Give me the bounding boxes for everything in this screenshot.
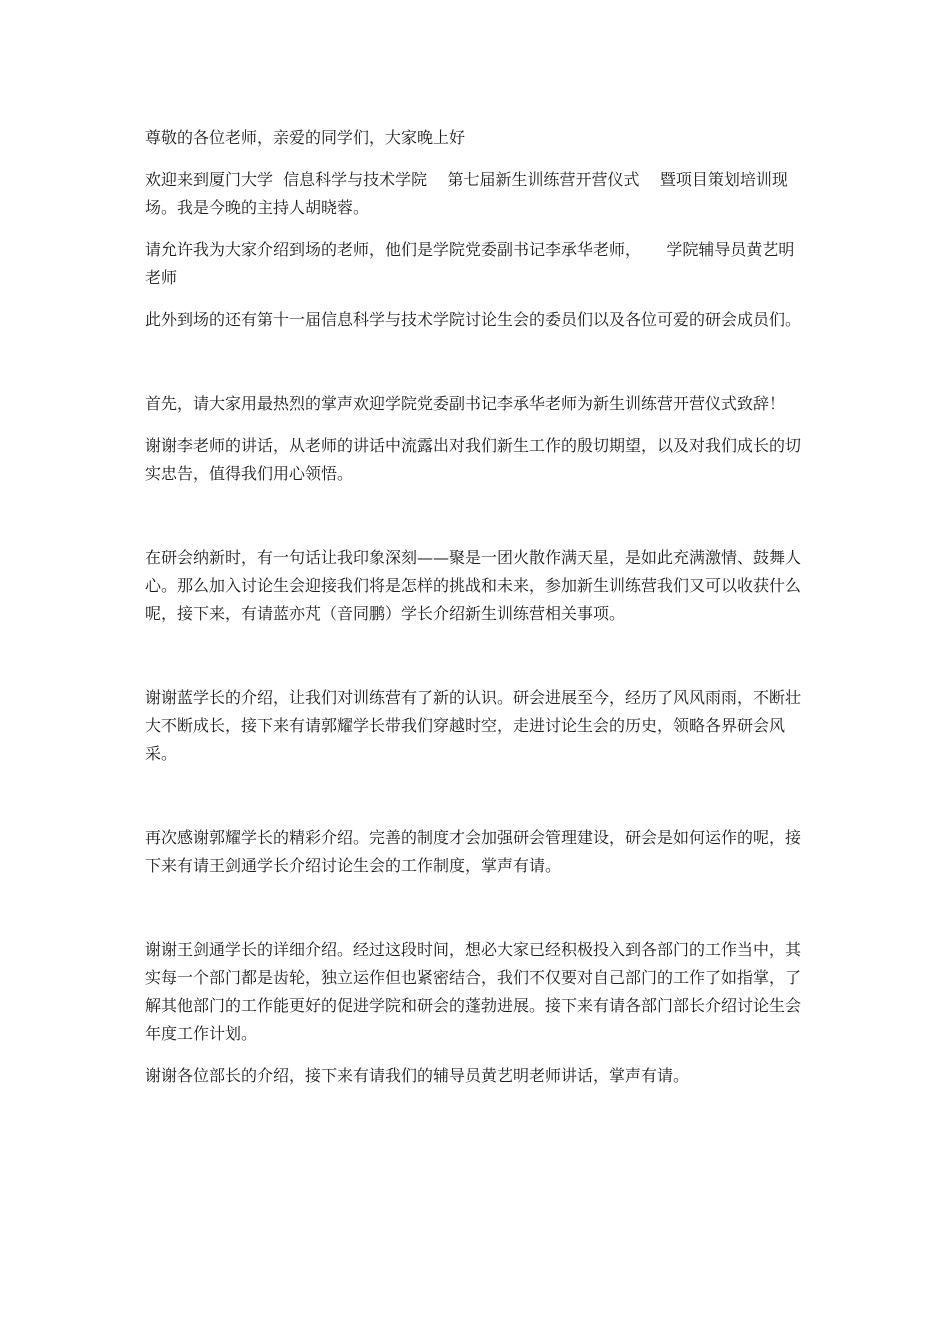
teacher-intro-paragraph: 请允许我为大家介绍到场的老师，他们是学院党委副书记李承华老师， 学院辅导员黄艺明老师 [145, 240, 795, 287]
thanks-li-paragraph: 谢谢李老师的讲话，从老师的讲话中流露出对我们新生工作的殷切期望，以及对我们成长的切实忠告，值得我们用心领悟。 [145, 436, 802, 483]
thanks-wang-paragraph: 谢谢王剑通学长的详细介绍。经过这段时间，想必大家已经积极投入到各部门的工作当中，其实每一个部门都是齿轮，独立运作但也紧密结合，我们不仅要对自己部门的工作了如指掌，了解其他部门的工作能更好的促进学院和研会的蓬勃进展。接下来有请各部门部长介绍讨论生会年度工作计划。 [145, 940, 802, 1043]
thanks-lan-paragraph: 谢谢蓝学长的介绍，让我们对训练营有了新的认识。研会进展至今，经历了风风雨雨，不断壮大不断成长，接下来有请郭耀学长带我们穿越时空，走进讨论生会的历史，领略各界研会风采。 [145, 688, 802, 763]
attendees-paragraph: 此外到场的还有第十一届信息科学与技术学院讨论生会的委员们以及各位可爱的研会成员们。 [145, 310, 802, 329]
welcome-paragraph: 欢迎来到厦门大学 信息科学与技术学院 第七届新生训练营开营仪式 暨项目策划培训现场。我是今晚的主持人胡晓蓉。 [145, 170, 788, 217]
greeting-paragraph: 尊敬的各位老师，亲爱的同学们，大家晚上好 [145, 128, 466, 147]
recruitment-paragraph: 在研会纳新时，有一句话让我印象深刻——聚是一团火散作满天星，是如此充满激情、鼓舞人心。那么加入讨论生会迎接我们将是怎样的挑战和未来，参加新生训练营我们又可以收获什么呢，接下来，有请蓝亦芃（音同鹏）学长介绍新生训练营相关事项。 [145, 548, 802, 623]
thanks-ministers-paragraph: 谢谢各位部长的介绍，接下来有请我们的辅导员黄艺明老师讲话，掌声有请。 [145, 1066, 690, 1085]
opening-speech-paragraph: 首先，请大家用最热烈的掌声欢迎学院党委副书记李承华老师为新生训练营开营仪式致辞！ [145, 394, 786, 413]
document-body [145, 124, 805, 1090]
thanks-guo-paragraph: 再次感谢郭耀学长的精彩介绍。完善的制度才会加强研会管理建设，研会是如何运作的呢，接下来有请王剑通学长介绍讨论生会的工作制度，掌声有请。 [145, 828, 802, 875]
